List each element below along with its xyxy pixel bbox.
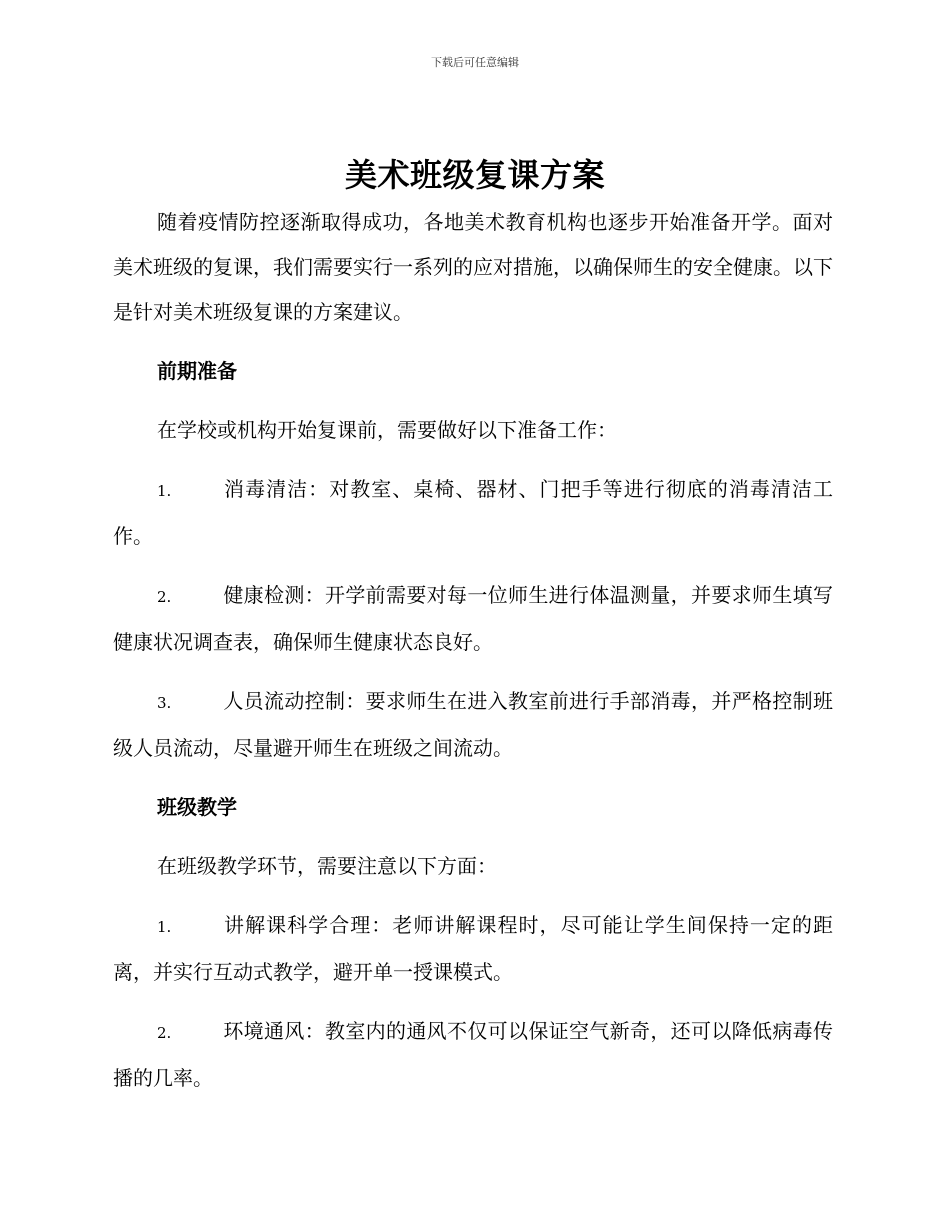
document-body [113,200,833,1101]
header-note: 下载后可任意编辑 [431,56,519,69]
intro-paragraph: 随着疫情防控逐渐取得成功，各地美术教育机构也逐步开始准备开学。面对美术班级的复课，我们需要实行一系列的应对措施，以确保师生的安全健康。以下是针对美术班级复课的方案建议。 [113,210,833,324]
section-heading-preparation: 前期准备 [157,359,237,383]
list-text: 环境通风：教室内的通风不仅可以保证空气新奇，还可以降低病毒传播的几率。 [113,1019,833,1090]
section-heading-teaching: 班级教学 [157,795,237,819]
list-item [113,903,833,995]
list-item [113,573,833,665]
list-item [113,679,833,771]
section-lead-teaching: 在班级教学环节，需要注意以下方面： [157,854,497,878]
list-number: 1. [157,918,172,936]
list-item [113,1009,833,1101]
document-title: 美术班级复课方案 [344,156,605,194]
list-number: 2. [157,588,172,606]
list-text: 人员流动控制：要求师生在进入教室前进行手部消毒，并严格控制班级人员流动，尽量避开师生在班级之间流动。 [113,689,833,760]
section-lead-preparation: 在学校或机构开始复课前，需要做好以下准备工作： [157,418,617,442]
list-number: 1. [157,482,172,500]
list-text: 健康检测：开学前需要对每一位师生进行体温测量，并要求师生填写健康状况调查表，确保师生健康状态良好。 [113,583,833,654]
list-text: 讲解课科学合理：老师讲解课程时，尽可能让学生间保持一定的距离，并实行互动式教学，避开单一授课模式。 [113,913,833,984]
list-text: 消毒清洁：对教室、桌椅、器材、门把手等进行彻底的消毒清洁工作。 [113,477,833,548]
list-number: 3. [157,694,172,712]
list-number: 2. [157,1024,172,1042]
list-item [113,467,833,559]
